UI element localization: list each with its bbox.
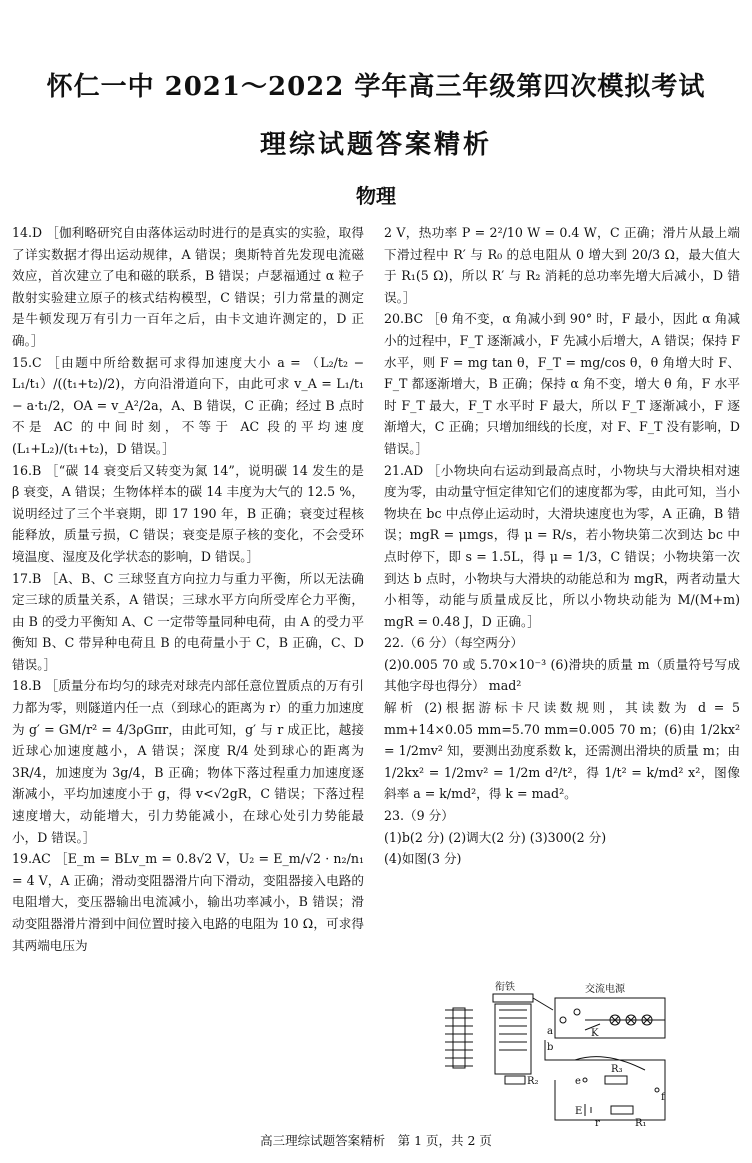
label-armature: 衔铁 xyxy=(495,982,515,993)
page-footer: 高三理综试题答案精析 第 1 页，共 2 页 xyxy=(260,1133,492,1148)
resistor-r1 xyxy=(611,1106,633,1114)
left-column xyxy=(12,222,364,956)
answer-22-header: 22.（6 分）（每空两分） xyxy=(384,635,524,651)
answer-22-analysis: 解析 (2)根据游标卡尺读数规则，其读数为 d = 5 mm+14×0.05 mm=5.70 mm=0.005 70 m；(6)由 1/2kx² = 1/2mv² 知，要测出劲度系数 k，还需测出滑块的质量 m；由 1/2kx² = 1/2mv² = 1/2m d²/t²，得 1/t² = k/md² x²，图像斜率 a = k/md²，得 k = mad²。 xyxy=(384,700,740,802)
page-subtitle: 理综试题答案精析 xyxy=(259,130,492,160)
resistor-r3 xyxy=(605,1076,627,1084)
label-e-small: e xyxy=(575,1076,581,1087)
answer-17: 17.B ［A、B、C 三球竖直方向拉力与重力平衡，所以无法确定三球的质量关系，A 错误；三球水平方向所受库仑力平衡，由 B 的受力平衡知 A、C 一定带等量同种电荷，由 A 的受力平衡知 B、C 带异种电荷且 B 的电荷量小于 C，B 正确，C、D 错误。］ xyxy=(12,570,364,672)
answer-21: 21.AD ［小物块向右运动到最高点时，小物块与大滑块相对速度为零，由动量守恒定律知它们的速度都为零，由此可知，当小物块在 bc 中点停止运动时，大滑块速度也为零，A 正确，B 错误；mgR = μmgs，得 μ = R/s，若小物块第二次到达 bc 中点时停下，即 s = 1.5L，得 μ = 1/3，C 错误；小物块第一次到达 b 点时，小物块与大滑块的动能总和为 mgR，两者动量大小相等，动能与质量成反比，所以小物块动能为 M/(M+m) mgR = 0.48 J，D 正确。］ xyxy=(384,462,740,629)
circuit-diagram xyxy=(435,980,687,1128)
label-r: r xyxy=(595,1118,600,1128)
coil-winding xyxy=(445,1010,473,1066)
label-r3: R₃ xyxy=(611,1064,623,1075)
right-column xyxy=(384,222,740,870)
page-title: 怀仁一中 2021～2022 学年高三年级第四次模拟考试 xyxy=(46,72,706,102)
label-a: a xyxy=(547,1026,553,1037)
resistor-r2 xyxy=(505,1076,525,1084)
label-b: b xyxy=(547,1042,554,1053)
answer-14: 14.D ［伽利略研究自由落体运动时进行的是真实的实验，取得了详实数据才得出运动规律，A 错误；奥斯特首先发现电流磁效应，首次建立了电和磁的联系，B 错误；卢瑟福通过 α 粒子散射实验建立原子的核式结构模型，C 错误；引力常量的测定是牛顿发现万有引力一百年之后，由卡文迪许测定的，D 正确。］ xyxy=(12,225,364,348)
coil-core xyxy=(453,1008,465,1068)
label-e: E xyxy=(575,1106,583,1117)
subject-heading: 物理 xyxy=(356,184,396,208)
answer-19-cont: 2 V，热功率 P = 2²/10 W = 0.4 W，C 正确；滑片从最上端下滑过程中 R′ 与 R₀ 的总电阻从 0 增大到 20/3 Ω，最大值大于 R₁(5 Ω)，所以 R′ 与 R₂ 消耗的总功率先增大后减小，D 错误。］ xyxy=(384,225,740,305)
answer-23-header: 23.（9 分） xyxy=(384,808,454,824)
relay-frame xyxy=(495,1004,531,1074)
label-ac-source: 交流电源 xyxy=(585,984,625,995)
label-r2: R₂ xyxy=(527,1076,539,1087)
answer-22-answers: (2)0.005 70 或 5.70×10⁻³ (6)滑块的质量 m（质量符号写成其他字母也得分） mad² xyxy=(384,656,740,694)
answer-23-figure-note: (4)如图(3 分) xyxy=(384,851,462,867)
label-r1: R₁ xyxy=(635,1118,647,1128)
answer-18: 18.B ［质量分布均匀的球壳对球壳内部任意位置质点的万有引力都为零，则隧道内任一点（到球心的距离为 r）的重力加速度为 g′ = GM/r² = 4/3ρGπr，由此可知，g′ 与 r 成正比，越接近球心加速度越小，A 错误；深度 R/4 处到球心的距离为 3R/4，加速度为 3g/4，B 正确；物体下落过程重力加速度逐渐减小，平均加速度小于 g，得 v<√2gR，C 错误；下落过程速度增大，动能增大，引力势能减小，在球心处引力势能最小，D 错误。］ xyxy=(12,678,364,845)
label-k: K xyxy=(591,1028,599,1039)
answer-23-parts: (1)b(2 分) (2)调大(2 分) (3)300(2 分) xyxy=(384,829,607,845)
armature xyxy=(493,994,533,1002)
answer-19: 19.AC ［E_m = BLv_m = 0.8√2 V，U₂ = E_m/√2 · n₂/n₁ = 4 V，A 正确；滑动变阻器滑片向下滑动，变阻器接入电路的电阻增大，变压器输出电流减小，输出功率减小，B 错误；滑动变阻器滑片滑到中间位置时接入电路的电阻为 10 Ω，可求得其两端电压为 xyxy=(12,851,364,953)
answer-15: 15.C ［由题中所给数据可求得加速度大小 a = （L₂/t₂ − L₁/t₁）/((t₁+t₂)/2)，方向沿滑道向下，由此可求 v_A = L₁/t₁ − a·t₁/2，OA = v_A²/2a，A、B 错误，C 正确；经过 B 点时不是 AC 的中间时刻，不等于 AC 段的平均速度 (L₁+L₂)/(t₁+t₂)，D 错误。］ xyxy=(12,354,364,456)
answer-20: 20.BC ［θ 角不变，α 角减小到 90° 时，F 最小，因此 α 角减小的过程中，F_T 逐渐减小，F 先减小后增大，A 错误；保持 F 水平，则 F = mg tan θ，F_T = mg/cos θ，θ 角增大时 F、F_T 都逐渐增大，B 正确；保持 α 角不变，增大 θ 角，F 水平时 F_T 最大，F_T 水平时 F 最大，所以 F_T 逐渐减小，F 逐渐增大，C 正确；只增加细线的长度，对 F、F_T 没有影响，D 错误。］ xyxy=(384,311,740,456)
label-f: f xyxy=(661,1092,665,1103)
answer-16: 16.B ［“碳 14 衰变后又转变为氮 14”，说明碳 14 发生的是 β 衰变，A 错误；生物体样本的碳 14 丰度为大气的 12.5 %，说明经过了三个半衰期，即 17 190 年，B 正确；衰变过程核能释放，质量亏损，C 错误；衰变是原子核的变化，不会受环境温度、湿度及化学状态的影响，D 错误。］ xyxy=(12,462,364,564)
